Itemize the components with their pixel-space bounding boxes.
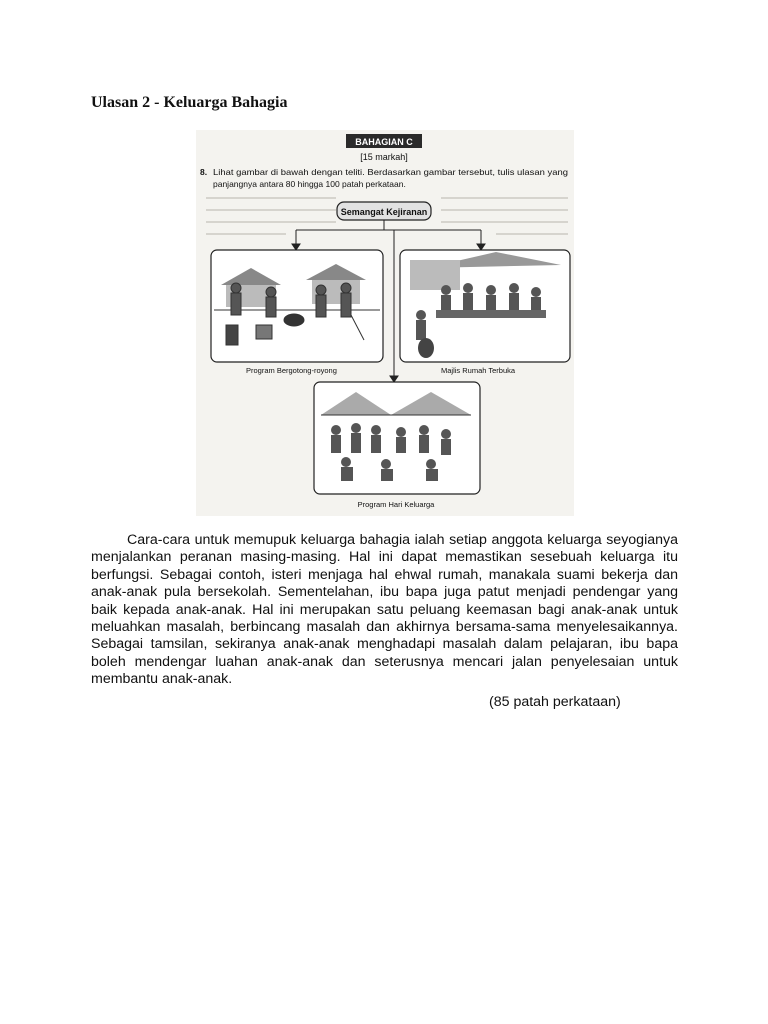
section-label: BAHAGIAN C — [355, 137, 413, 147]
figure-illustration — [196, 130, 574, 516]
marks-label: [15 markah] — [360, 152, 408, 162]
hari-keluarga-panel — [314, 382, 480, 494]
word-count: (85 patah perkataan) — [489, 694, 621, 710]
question-number: 8. — [200, 167, 208, 177]
exam-figure — [196, 130, 574, 516]
caption-gotong-royong: Program Bergotong-royong — [246, 366, 337, 375]
gotong-royong-panel — [211, 250, 383, 362]
caption-hari-keluarga: Program Hari Keluarga — [357, 500, 435, 509]
question-line-2: panjangnya antara 80 hingga 100 patah perkataan. — [213, 179, 406, 189]
caption-rumah-terbuka: Majlis Rumah Terbuka — [441, 366, 516, 375]
essay-paragraph: Cara-cara untuk memupuk keluarga bahagia ialah setiap anggota keluarga seyogianya menjalankan peranan masing-masing. Hal ini dapat memastikan sesebuah keluarga itu berfungsi. Sebagai contoh, isteri menjaga hal ehwal rumah, manakala suami bekerja dan anak-anak pula bersekolah. Sementelahan, ibu bapa juga patut menjadi pendengar yang baik kepada anak-anak. Hal ini merupakan satu peluang keemasan bagi anak-anak untuk meluahkan masalah, berbincang masalah dan akhirnya bersama-sama menyelesaikannya. Sebagai tamsilan, sekiranya anak-anak menghadapi masalah dalam pelajaran, ibu bapa boleh mendengar luahan anak-anak dan seterusnya mencari jalan penyelesaian untuk membantu anak-anak. — [91, 532, 678, 688]
central-label: Semangat Kejiranan — [340, 207, 428, 217]
question-line-1: Lihat gambar di bawah dengan teliti. Berdasarkan gambar tersebut, tulis ulasan yang — [213, 167, 569, 177]
rumah-terbuka-panel — [400, 250, 570, 362]
document-title: Ulasan 2 - Keluarga Bahagia — [91, 94, 288, 111]
